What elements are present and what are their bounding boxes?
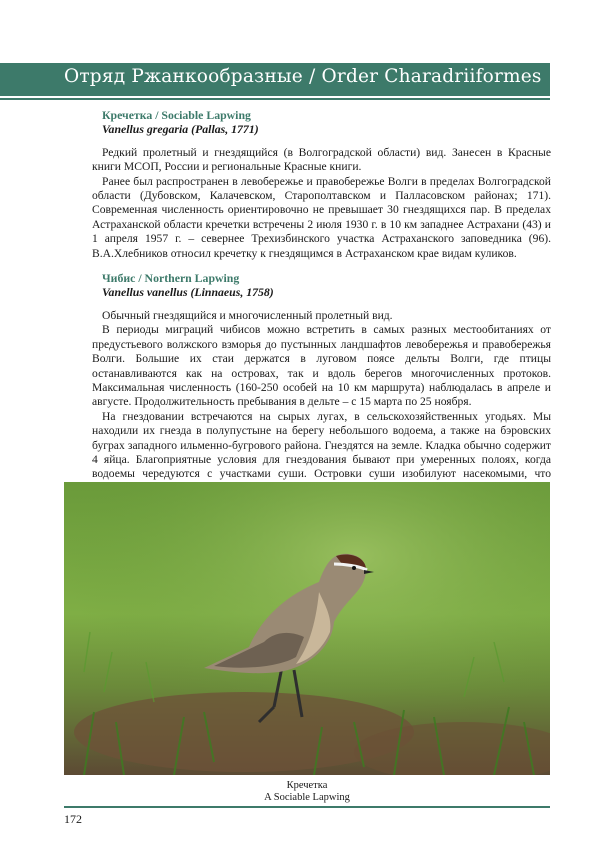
species-heading: Кречетка / Sociable Lapwing <box>102 108 251 122</box>
photo-caption-en: A Sociable Lapwing <box>264 792 350 803</box>
species-paragraph: Обычный гнездящийся и многочисленный пролетный вид. <box>102 308 393 322</box>
article-body <box>92 108 551 506</box>
species-latin-name: Vanellus vanellus (Linnaeus, 1758) <box>102 285 274 300</box>
species-paragraph: В периоды миграций чибисов можно встретить в самых разных местообитаниях от предустьевого волжского взморья до пустынных ландшафтов левобережья и правобережья Волги. Большие их стаи держатся в луговом поясе дельты Волги, где птицы останавливаются как на островах, так и вдоль берегов многочисленных протоков. Максимальная численность (160-250 особей на 10 км маршрута) наблюдалась в апреле и августе. Продолжительность пребывания в дельте – с 15 марта по 25 ноября. <box>92 323 551 409</box>
species-paragraph: На гнездовании встречаются на сырых лугах, в сельскохозяйственных угодьях. Мы находили их гнезда в полупустыне на берегу небольшого водоема, а также на бэровских буграх западного ильменно-бугрового района. Гнездятся на земле. Кладка обычно содержит 4 яйца. Благоприятные условия для гнездования бывают при умеренных полоях, когда водоемы чередуются с участками суши. Островки суши изобилуют насекомыми, что <box>92 409 551 481</box>
species-entry-sociable-lapwing <box>92 108 551 261</box>
species-entry-northern-lapwing <box>92 271 551 496</box>
bird-photo <box>64 482 550 775</box>
species-paragraph: Редкий пролетный и гнездящийся (в Волгоградской области) вид. Занесен в Красные книги МСОП, России и региональные Красные книги. <box>92 145 551 174</box>
header-divider <box>0 98 550 100</box>
footer-divider <box>64 806 550 808</box>
species-heading: Чибис / Northern Lapwing <box>102 271 240 286</box>
photo-caption-ru: Кречетка <box>286 780 328 791</box>
species-paragraph: Ранее был распространен в левобережье и правобережье Волги в пределах Волгоградской области (Дубовском, Калачевском, Старополтавском и Палласовском районах; 171). Современная численность ориентировочно не превышает 30 гнездящихся пар. В пределах Астраханской области кречетки встречены 2 июля 1930 г. в 10 км западнее Астрахани (43) и 1 апреля 1957 г. – севернее Трехизбинского участка Астраханского заповедника (96). В.А.Хлебников относил кречетку к гнездящимся в Астраханском крае видам куликов. <box>92 174 551 260</box>
page-number: 172 <box>64 812 82 826</box>
page-title: Отряд Ржанкообразные / Order Charadriiformes <box>64 66 542 87</box>
species-latin-name: Vanellus gregaria (Pallas, 1771) <box>102 122 259 137</box>
